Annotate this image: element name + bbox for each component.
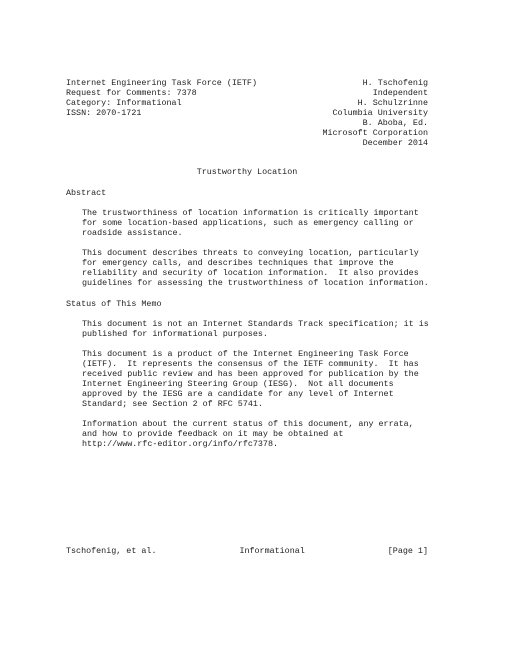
status-paragraph-1 [82,319,428,339]
author-2: H. Schulzrinne [357,98,428,108]
status-paragraph-2 [82,349,428,409]
header-category: Category: Informational [66,98,182,108]
text-line: This document is a product of the Internet Engineering Task Force [82,349,409,359]
text-line: The trustworthiness of location information is critically important [82,208,419,218]
text-line: (IETF). It represents the consensus of the IETF community. It has [82,359,419,369]
footer-page-number: [Page 1] [387,546,428,556]
text-line: guidelines for assessing the trustworthiness of location information. [82,278,429,288]
text-line: for some location-based applications, such as emergency calling or [82,218,414,228]
footer-category: Informational [239,546,305,556]
rfc-editor-link-line: http://www.rfc-editor.org/info/rfc7378. [82,439,279,449]
document-title: Trustworthy Location [196,167,298,177]
document-header [66,78,428,148]
text-line: Standard; see Section 2 of RFC 5741. [82,399,263,409]
header-issn: ISSN: 2070-1721 [66,108,142,118]
publication-date: December 2014 [362,138,428,148]
header-rfc-number: Request for Comments: 7378 [66,88,197,98]
abstract-paragraph-2 [82,248,428,288]
text-line: approved by the IESG are a candidate for any level of Internet [82,389,394,399]
text-line: for emergency calls, and describes techniques that improve the [82,258,394,268]
author-2-affiliation: Columbia University [332,108,428,118]
status-heading: Status of This Memo [66,299,162,309]
text-line: This document is not an Internet Standards Track specification; it is [82,319,429,329]
text-line: roadside assistance. [82,228,183,238]
status-paragraph-3 [82,419,428,449]
author-3-affiliation: Microsoft Corporation [322,128,428,138]
author-1: H. Tschofenig [362,78,428,88]
text-line: received public review and has been approved for publication by the [82,369,419,379]
author-1-affiliation: Independent [372,88,428,98]
header-right-block [322,78,428,148]
footer-authors: Tschofenig, et al. [66,546,157,556]
text-line: Information about the current status of this document, any errata, [82,419,414,429]
text-line: Internet Engineering Steering Group (IESG). Not all documents [82,379,394,389]
header-organization: Internet Engineering Task Force (IETF) [66,78,257,88]
text-line: reliability and security of location information. It also provides [82,268,419,278]
text-line: This document describes threats to conveying location, particularly [82,248,419,258]
text-line: published for informational purposes. [82,329,268,339]
abstract-paragraph-1 [82,208,428,238]
header-left-block [66,78,257,148]
text-line: and how to provide feedback on it may be obtained at [82,429,344,439]
abstract-heading: Abstract [66,188,107,198]
page-footer [66,546,428,556]
author-3: B. Aboba, Ed. [362,118,428,128]
